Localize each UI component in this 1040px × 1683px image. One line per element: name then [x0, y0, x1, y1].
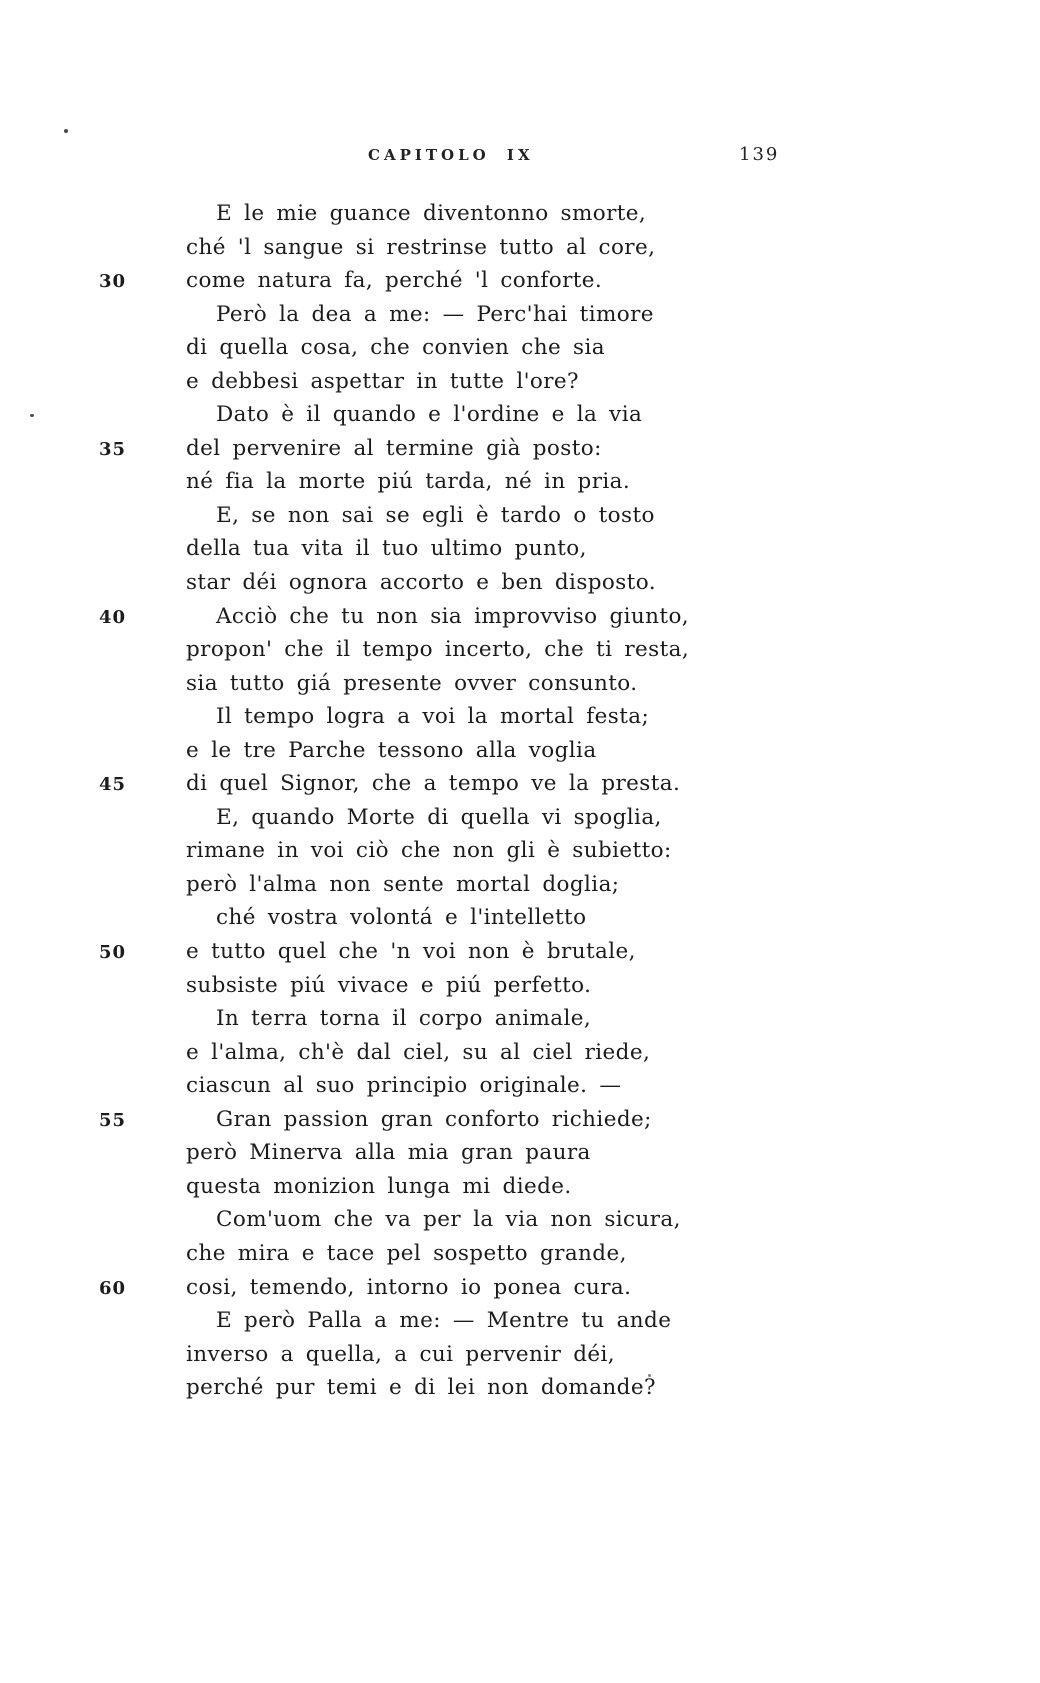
poem-line [0, 1342, 1040, 1376]
verse-line-text: E le mie guance diventonno smorte, [216, 201, 647, 226]
poem-line [0, 771, 1040, 805]
poem-line [0, 335, 1040, 369]
verse-line-text: che mira e tace pel sospetto grande, [186, 1240, 627, 1266]
poem-line [0, 1308, 1040, 1342]
chapter-heading: CAPITOLO IX [368, 146, 534, 164]
verse-line-text: star déi ognora accorto e ben disposto. [186, 570, 656, 596]
verse-line-text: ché 'l sangue si restrinse tutto al core, [186, 234, 656, 260]
poem-line [0, 436, 1040, 470]
poem-line [0, 604, 1040, 638]
verse-line-text: però Minerva alla mia gran paura [186, 1140, 591, 1166]
verse-line-text: Acciò che tu non sia improvviso giunto, [216, 603, 690, 629]
verse-line-text: Dato è il quando e l'ordine e la via [216, 402, 643, 428]
verse-line-text: Il tempo logra a voi la mortal festa; [216, 704, 650, 730]
verse-line-text: perché pur temi e di lei non domande? [186, 1375, 656, 1401]
page-number: 139 [739, 144, 780, 165]
verse-line-text: e debbesi aspettar in tutte l'ore? [186, 368, 579, 394]
verse-line-text: questa monizion lunga mi diede. [186, 1173, 572, 1199]
verse-line-number: 35 [99, 438, 127, 460]
verse-line-text: come natura fa, perché 'l conforte. [186, 268, 603, 294]
verse-line-text: rimane in voi ciò che non gli è subietto: [186, 838, 672, 864]
poem-text-block [0, 201, 1040, 1409]
poem-line [0, 1275, 1040, 1309]
verse-line-number: 30 [99, 271, 127, 293]
poem-line [0, 1174, 1040, 1208]
verse-line-text: né fia la morte piú tarda, né in pria. [186, 469, 631, 495]
poem-line [0, 570, 1040, 604]
poem-line [0, 1241, 1040, 1275]
poem-line [0, 637, 1040, 671]
poem-line [0, 235, 1040, 269]
verse-line-text: di quel Signor, che a tempo ve la presta. [186, 771, 681, 797]
poem-line [0, 369, 1040, 403]
poem-line [0, 872, 1040, 906]
verse-line-text: In terra torna il corpo animale, [216, 1006, 592, 1032]
verse-line-text: però l'alma non sente mortal doglia; [186, 871, 620, 897]
verse-line-text: e tutto quel che 'n voi non è brutale, [186, 939, 636, 965]
poem-line [0, 268, 1040, 302]
poem-line [0, 503, 1040, 537]
poem-line [0, 1040, 1040, 1074]
poem-line [0, 939, 1040, 973]
poem-line [0, 973, 1040, 1007]
poem-line [0, 838, 1040, 872]
poem-line [0, 402, 1040, 436]
poem-line [0, 805, 1040, 839]
verse-line-text: cosi, temendo, intorno io ponea cura. [186, 1274, 632, 1300]
verse-line-text: ché vostra volontá e l'intelletto [216, 905, 587, 931]
poem-line [0, 536, 1040, 570]
verse-line-number: 40 [99, 606, 127, 628]
verse-line-text: del pervenire al termine già posto: [186, 435, 602, 461]
verse-line-number: 45 [99, 774, 127, 796]
poem-line [0, 1073, 1040, 1107]
poem-line [0, 1140, 1040, 1174]
poem-line [0, 671, 1040, 705]
poem-line [0, 1006, 1040, 1040]
verse-line-text: e l'alma, ch'è dal ciel, su al ciel riede, [186, 1039, 651, 1065]
verse-line-text: di quella cosa, che convien che sia [186, 335, 605, 361]
verse-line-number: 50 [99, 942, 127, 964]
verse-line-text: propon' che il tempo incerto, che ti resta, [186, 637, 690, 663]
poem-line [0, 201, 1040, 235]
verse-line-text: Però la dea a me: — Perc'hai timore [216, 301, 654, 327]
verse-line-text: Com'uom che va per la via non sicura, [216, 1207, 681, 1233]
verse-line-number: 60 [99, 1277, 127, 1299]
verse-line-text: E, quando Morte di quella vi spoglia, [216, 804, 662, 830]
poem-line [0, 704, 1040, 738]
verse-line-text: sia tutto giá presente ovver consunto. [186, 670, 638, 696]
poem-line [0, 1375, 1040, 1409]
poem-line [0, 469, 1040, 503]
scan-speck [64, 129, 68, 133]
poem-line [0, 302, 1040, 336]
verse-line-text: ciascun al suo principio originale. — [186, 1073, 622, 1099]
verse-line-text: Gran passion gran conforto richiede; [216, 1106, 652, 1132]
verse-line-text: e le tre Parche tessono alla voglia [186, 737, 597, 763]
verse-line-number: 55 [99, 1109, 127, 1131]
poem-line [0, 1107, 1040, 1141]
poem-line [0, 738, 1040, 772]
verse-line-text: E, se non sai se egli è tardo o tosto [216, 502, 655, 528]
verse-line-text: della tua vita il tuo ultimo punto, [186, 536, 587, 562]
verse-line-text: subsiste piú vivace e piú perfetto. [186, 972, 592, 998]
poem-line [0, 905, 1040, 939]
verse-line-text: E però Palla a me: — Mentre tu ande [216, 1308, 672, 1334]
poem-line [0, 1207, 1040, 1241]
verse-line-text: inverso a quella, a cui pervenir déi, [186, 1341, 616, 1367]
